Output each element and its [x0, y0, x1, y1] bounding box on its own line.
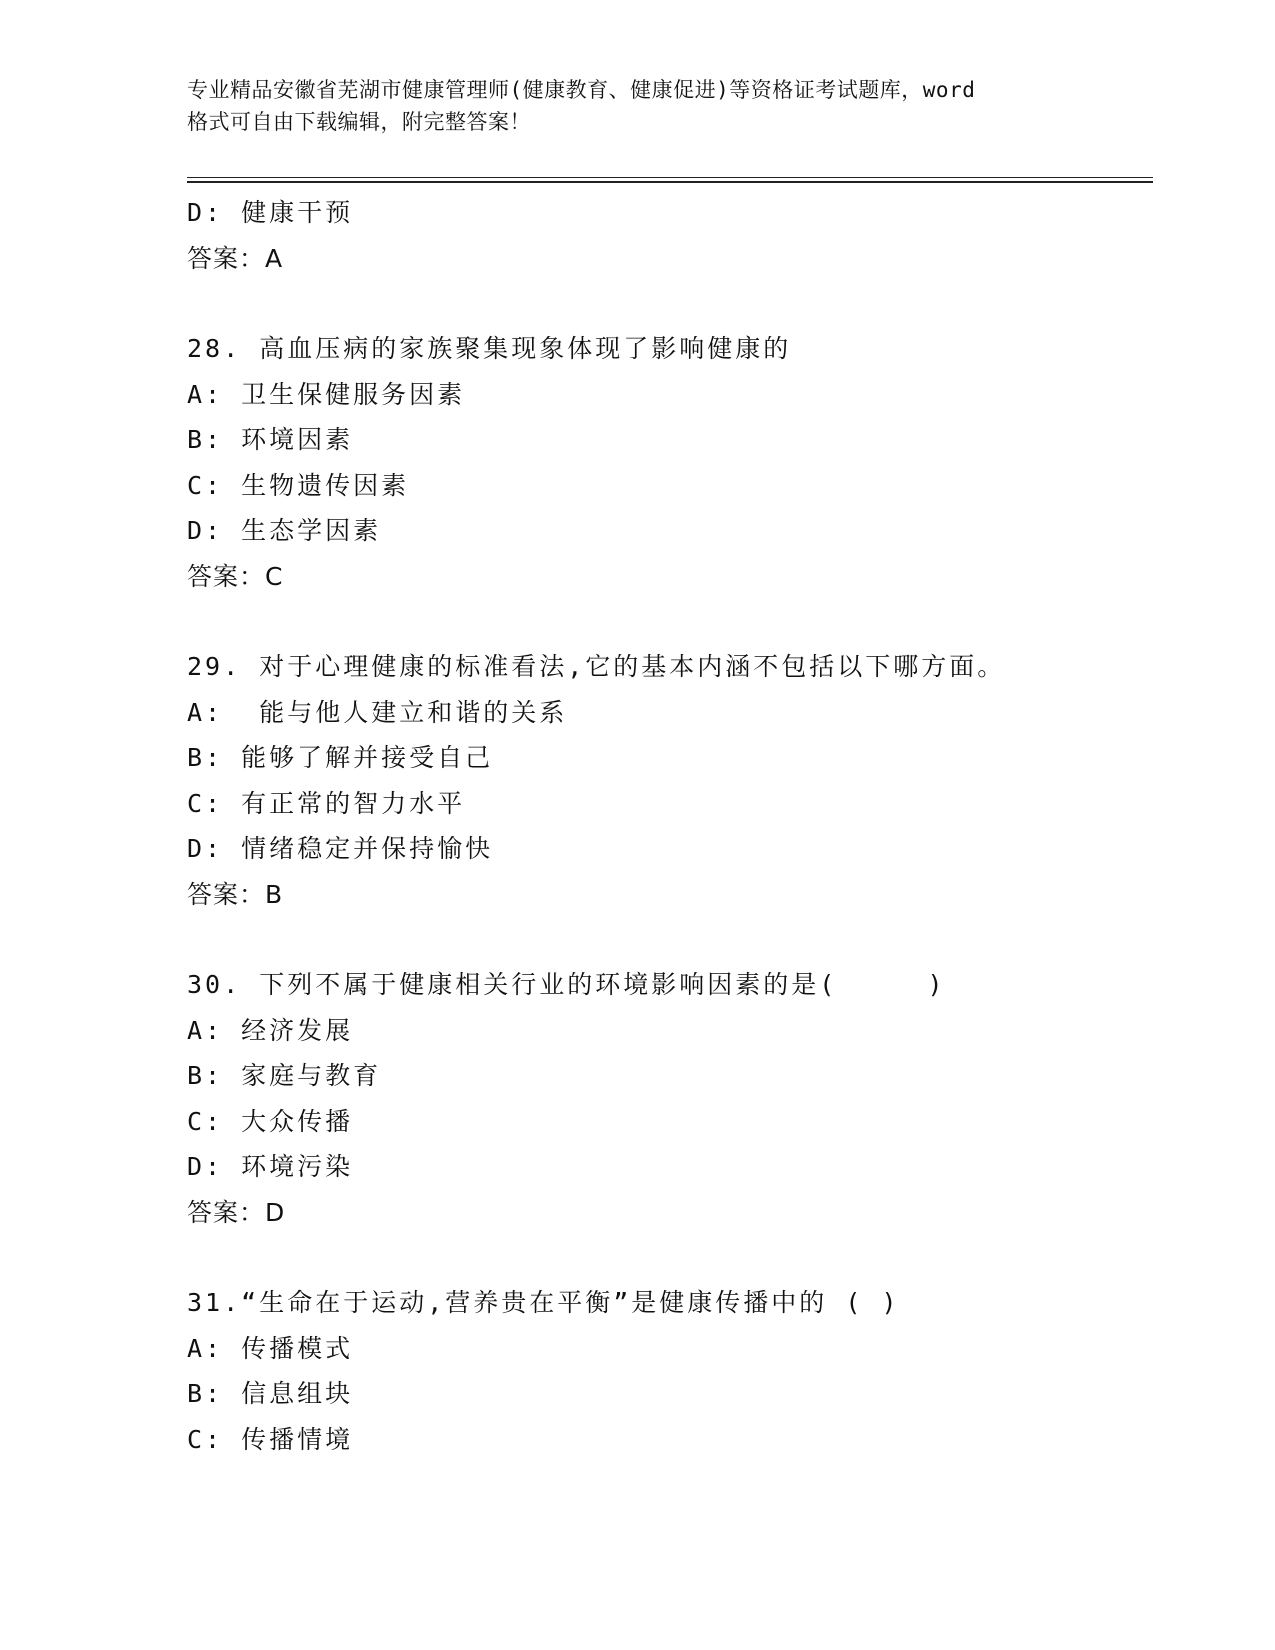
question-27-tail [187, 190, 1153, 281]
question-list [187, 190, 1153, 1462]
answer-line: 答案：B [187, 879, 284, 909]
option-a: A: 传播模式 [187, 1333, 354, 1363]
option-c: C: 大众传播 [187, 1106, 354, 1136]
answer-line: 答案：A [187, 243, 284, 273]
question-stem: 29. 对于心理健康的标准看法,它的基本内涵不包括以下哪方面。 [187, 652, 1006, 681]
document-header [187, 74, 1087, 138]
question-stem: 31.“生命在于运动,营养贵在平衡”是健康传播中的 ( ) [187, 1288, 900, 1317]
option-a: A: 经济发展 [187, 1015, 354, 1045]
option-d: D: 健康干预 [187, 198, 354, 227]
question-stem: 28. 高血压病的家族聚集现象体现了影响健康的 [187, 334, 792, 363]
option-a: A: 卫生保健服务因素 [187, 379, 466, 409]
answer-line: 答案：C [187, 561, 284, 591]
option-c: C: 传播情境 [187, 1424, 354, 1454]
question-31 [187, 1280, 1153, 1462]
answer-line: 答案：D [187, 1197, 286, 1227]
question-28 [187, 326, 1153, 599]
option-d: D: 情绪稳定并保持愉快 [187, 834, 494, 863]
option-b: B: 环境因素 [187, 425, 354, 454]
option-a: A: 能与他人建立和谐的关系 [187, 697, 568, 727]
option-b: B: 家庭与教育 [187, 1061, 382, 1090]
header-divider-thick [187, 181, 1153, 183]
header-divider-thin [187, 177, 1153, 178]
option-d: D: 环境污染 [187, 1152, 354, 1181]
option-b: B: 能够了解并接受自己 [187, 743, 494, 772]
option-c: C: 有正常的智力水平 [187, 788, 466, 818]
question-29 [187, 644, 1153, 917]
question-30 [187, 962, 1153, 1235]
header-line-2: 格式可自由下载编辑，附完整答案！ [187, 110, 531, 134]
option-c: C: 生物遗传因素 [187, 470, 410, 500]
question-stem: 30. 下列不属于健康相关行业的环境影响因素的是( ) [187, 970, 946, 999]
option-b: B: 信息组块 [187, 1379, 354, 1408]
header-line-1: 专业精品安徽省芜湖市健康管理师(健康教育、健康促进)等资格证考试题库，word [187, 78, 976, 102]
option-d: D: 生态学因素 [187, 516, 382, 545]
